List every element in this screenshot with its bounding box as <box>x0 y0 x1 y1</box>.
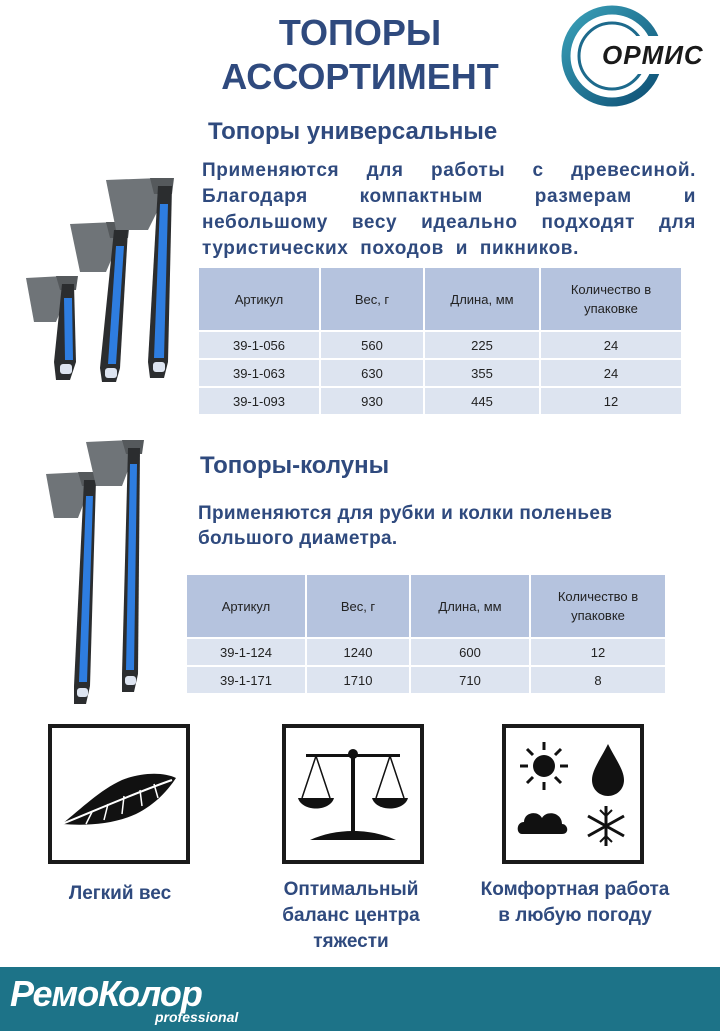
splitting-axes-image <box>40 436 160 710</box>
universal-axes-description: Применяются для работы с древесиной. Благодаря компактным размерам и небольшому весу идеально подходят для туристических походов и пикников. <box>202 160 696 259</box>
table-row <box>199 332 681 358</box>
col-header-article: Артикул <box>199 268 319 330</box>
sun-icon <box>520 742 568 790</box>
col-header-weight: Вес, г <box>307 575 409 637</box>
axe-medium-icon <box>70 222 130 382</box>
table-row <box>187 639 665 665</box>
axe-small-icon <box>26 276 78 380</box>
cloud-icon <box>518 813 568 834</box>
col-header-weight: Вес, г <box>321 268 423 330</box>
page-title-line2: АССОРТИМЕНТ <box>221 56 499 97</box>
axe-splitting-large-icon <box>86 440 144 692</box>
scales-icon <box>286 728 420 860</box>
cell-weight: 930 <box>321 388 423 414</box>
snowflake-icon <box>588 806 624 846</box>
cell-quantity: 24 <box>541 360 681 386</box>
feature-caption-light-weight: Легкий вес <box>68 883 172 904</box>
col-header-quantity: Количество в упаковке <box>531 575 665 637</box>
cell-weight: 1240 <box>307 639 409 665</box>
cell-article: 39-1-056 <box>199 332 319 358</box>
feather-icon <box>52 728 186 860</box>
cell-length: 355 <box>425 360 539 386</box>
weather-icon <box>506 728 640 860</box>
cell-length: 710 <box>411 667 529 693</box>
footer-brand-sub: professional <box>155 1009 239 1025</box>
cell-article: 39-1-093 <box>199 388 319 414</box>
page-title-line1: ТОПОРЫ <box>278 12 442 53</box>
table-header-row <box>187 575 665 637</box>
cell-length: 600 <box>411 639 529 665</box>
universal-axes-table <box>197 266 683 416</box>
col-header-length: Длина, мм <box>411 575 529 637</box>
cell-quantity: 12 <box>531 639 665 665</box>
cell-length: 225 <box>425 332 539 358</box>
cell-weight: 560 <box>321 332 423 358</box>
col-header-length: Длина, мм <box>425 268 539 330</box>
feature-badge-balance <box>282 724 424 864</box>
feature-caption-weather: Комфортная работа в любую погоду <box>480 879 670 926</box>
axe-splitting-small-icon <box>46 472 98 704</box>
universal-axes-title: Топоры универсальные <box>208 118 498 145</box>
cell-quantity: 24 <box>541 332 681 358</box>
cell-article: 39-1-171 <box>187 667 305 693</box>
cell-quantity: 12 <box>541 388 681 414</box>
footer-brand: РемоКолор <box>10 973 202 1014</box>
cell-weight: 630 <box>321 360 423 386</box>
table-row <box>199 388 681 414</box>
universal-axes-image <box>20 172 200 390</box>
cell-article: 39-1-063 <box>199 360 319 386</box>
feature-badge-weather <box>502 724 644 864</box>
cell-weight: 1710 <box>307 667 409 693</box>
splitting-axes-table <box>185 573 667 695</box>
feature-badge-light-weight <box>48 724 190 864</box>
splitting-axes-description: Применяются для рубки и колки поленьев большого диаметра. <box>198 503 613 549</box>
table-row <box>199 360 681 386</box>
splitting-axes-title: Топоры-колуны <box>200 452 390 479</box>
cell-length: 445 <box>425 388 539 414</box>
table-header-row <box>199 268 681 330</box>
table-row <box>187 667 665 693</box>
feature-caption-balance: Оптимальный баланс центра тяжести <box>282 879 420 952</box>
logo-text: ОРМИС <box>602 40 704 70</box>
water-drop-icon <box>592 744 624 796</box>
cell-quantity: 8 <box>531 667 665 693</box>
cell-article: 39-1-124 <box>187 639 305 665</box>
col-header-quantity: Количество в упаковке <box>541 268 681 330</box>
footer-bar <box>0 967 720 1031</box>
col-header-article: Артикул <box>187 575 305 637</box>
